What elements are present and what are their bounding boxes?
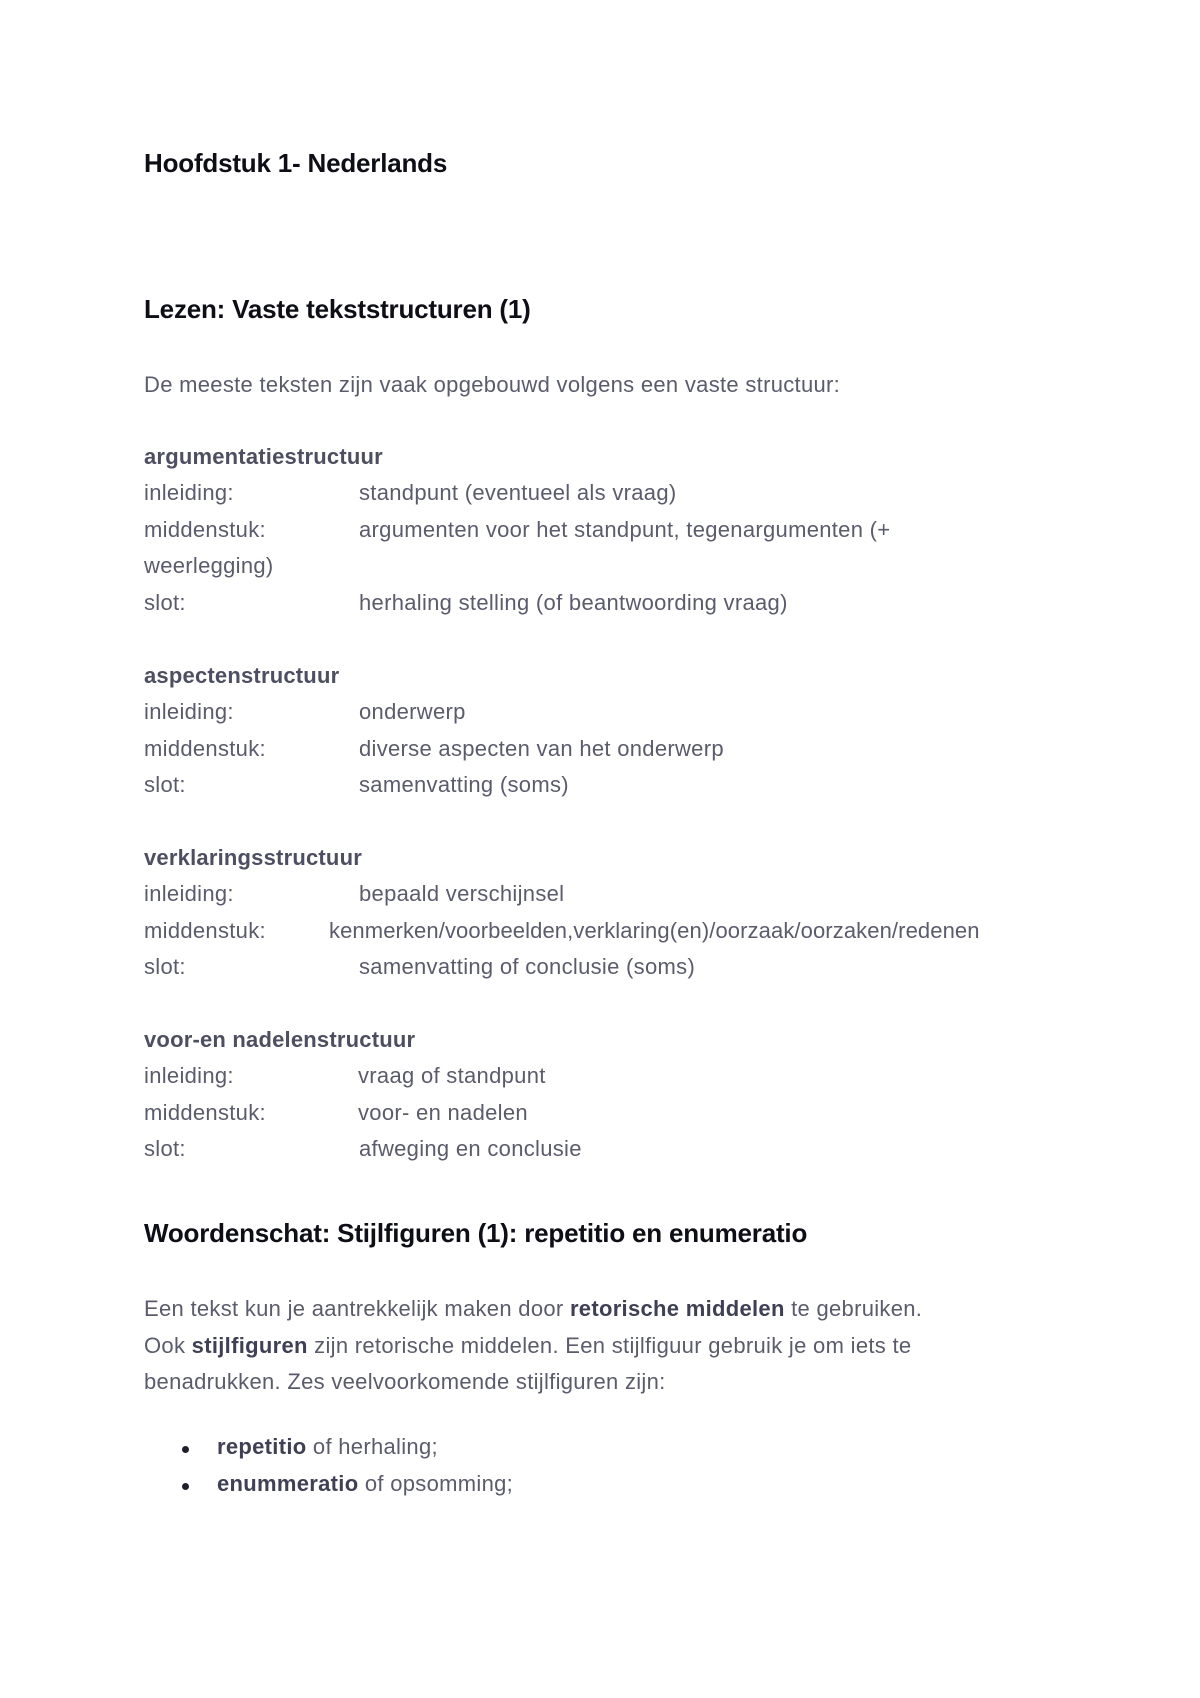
row-label: slot: (144, 590, 186, 615)
emphasis-term: retorische middelen (569, 1296, 785, 1321)
row-value: afweging en conclusie (359, 1136, 582, 1161)
row-value: argumenten voor het standpunt, tegenargumenten (+ (359, 517, 891, 542)
row-value: bepaald verschijnsel (359, 881, 565, 906)
intro-paragraph: De meeste teksten zijn vaak opgebouwd volgens een vaste structuur: (144, 372, 841, 397)
paragraph-text: te gebruiken. (784, 1296, 923, 1321)
paragraph-text: zijn retorische middelen. Een stijlfiguur gebruik je om iets te (307, 1333, 912, 1358)
list-item-term: repetitio (217, 1434, 307, 1459)
list-item-text: of opsomming; (358, 1471, 514, 1496)
row-label: middenstuk: (144, 918, 266, 943)
list-item-term: enummeratio (217, 1471, 359, 1496)
row-label: middenstuk: (144, 1100, 266, 1125)
row-label: inleiding: (144, 699, 234, 724)
structure-title: voor-en nadelenstructuur (144, 1027, 416, 1052)
row-value: samenvatting of conclusie (soms) (359, 954, 696, 979)
paragraph-line (144, 1296, 922, 1322)
row-label: inleiding: (144, 1063, 234, 1088)
section-heading-woordenschat: Woordenschat: Stijlfiguren (1): repetitio en enumeratio (144, 1218, 808, 1248)
row-label: slot: (144, 1136, 186, 1161)
structure-title: verklaringsstructuur (144, 845, 362, 870)
row-value-continuation: weerlegging) (144, 553, 274, 578)
row-value: standpunt (eventueel als vraag) (359, 480, 677, 505)
structure-title: aspectenstructuur (144, 663, 340, 688)
paragraph-line (144, 1333, 911, 1359)
row-value: voor- en nadelen (358, 1100, 528, 1125)
row-value: onderwerp (359, 699, 466, 724)
row-value: herhaling stelling (of beantwoording vraag) (359, 590, 788, 615)
paragraph-text: Een tekst kun je aantrekkelijk maken door (144, 1296, 570, 1321)
row-label: slot: (144, 954, 186, 979)
emphasis-term: stijlfiguren (191, 1333, 308, 1358)
row-label: slot: (144, 772, 186, 797)
list-item (217, 1471, 513, 1497)
list-item-text: of herhaling; (306, 1434, 438, 1459)
row-value: vraag of standpunt (358, 1063, 546, 1088)
row-value: samenvatting (soms) (359, 772, 569, 797)
paragraph-line: benadrukken. Zes veelvoorkomende stijlfiguren zijn: (144, 1369, 666, 1394)
paragraph-text: Ook (144, 1333, 192, 1358)
row-label: middenstuk: (144, 517, 266, 542)
bullet-icon (182, 1483, 189, 1490)
list-item (217, 1434, 438, 1460)
structure-title: argumentatiestructuur (144, 444, 383, 469)
row-value: kenmerken/voorbeelden,verklaring(en)/oorzaak/oorzaken/redenen (329, 918, 980, 943)
row-label: middenstuk: (144, 736, 266, 761)
row-value: diverse aspecten van het onderwerp (359, 736, 724, 761)
row-label: inleiding: (144, 881, 234, 906)
bullet-icon (182, 1446, 189, 1453)
row-label: inleiding: (144, 480, 234, 505)
page-title: Hoofdstuk 1- Nederlands (144, 148, 448, 178)
section-heading-lezen: Lezen: Vaste tekststructuren (1) (144, 294, 531, 324)
